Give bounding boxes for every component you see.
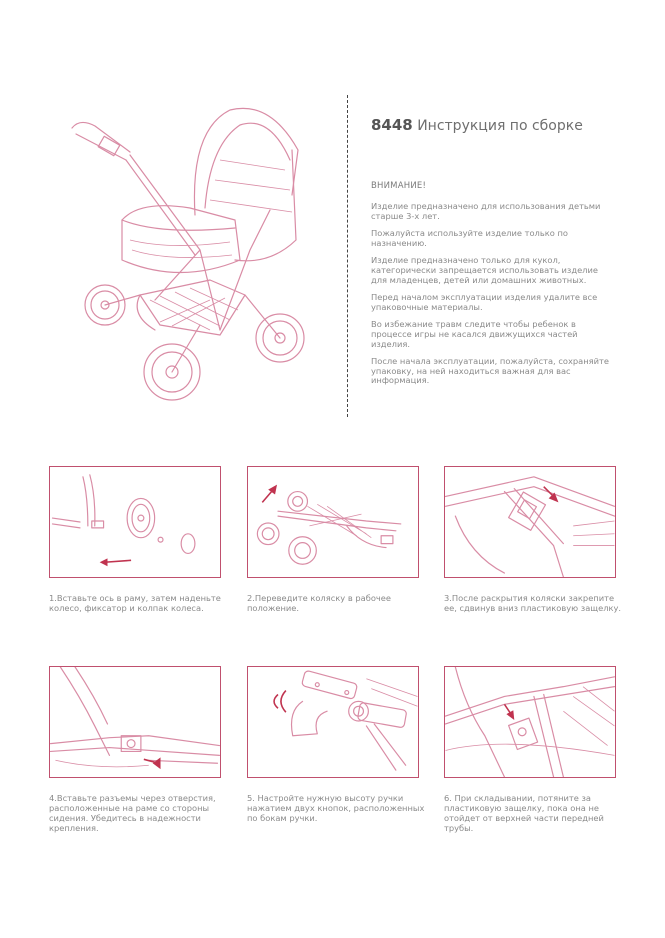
warning-paragraph: Во избежание травм следите чтобы ребенок в процессе игры не касался движущихся частей изделия. [371,319,578,349]
step-5-illustration [247,666,419,778]
warning-paragraph: Изделие предназначено для использования детьми старше 3-х лет. [371,201,601,221]
warning-paragraph: Изделие предназначено только для кукол, категорически запрещается использовать изделие для младенцев, детей или домашних животных. [371,255,598,285]
page-title [371,116,583,134]
warning-paragraph: Перед началом эксплуатации изделия удалите все упаковочные материалы. [371,292,598,312]
stroller-illustration [60,100,322,410]
step-5-caption: 5. Настройте нужную высоту ручки нажатием двух кнопок, расположенных по бокам ручки. [247,793,425,823]
title-text: Инструкция по сборке [417,118,583,134]
step-1-illustration [49,466,221,578]
step-6-illustration [444,666,616,778]
step-2-caption: 2.Переведите коляску в рабочее положение. [247,593,392,613]
warning-paragraph: Пожалуйста используйте изделие только по назначению. [371,228,568,248]
warning-paragraph: После начала эксплуатации, пожалуйста, сохраняйте упаковку, на ней находиться важная для вас информация. [371,356,609,386]
step-4-illustration [49,666,221,778]
step-3-illustration [444,466,616,578]
warning-block [371,202,611,394]
dashed-divider [347,95,348,417]
step-4-caption: 4.Вставьте разъемы через отверстия, расположенные на раме со стороны сидения. Убедитесь в надежности крепления. [49,793,216,833]
step-3-caption: 3.После раскрытия коляски закрепите ее, сдвинув вниз пластиковую защелку. [444,593,622,613]
step-6-caption: 6. При складывании, потяните за пластиковую защелку, пока она не отойдет от верхней части передней трубы. [444,793,604,833]
step-1-caption: 1.Вставьте ось в раму, затем наденьте колесо, фиксатор и колпак колеса. [49,593,221,613]
step-2-illustration [247,466,419,578]
warning-heading: ВНИМАНИЕ! [371,181,427,191]
model-number: 8448 [371,116,413,134]
